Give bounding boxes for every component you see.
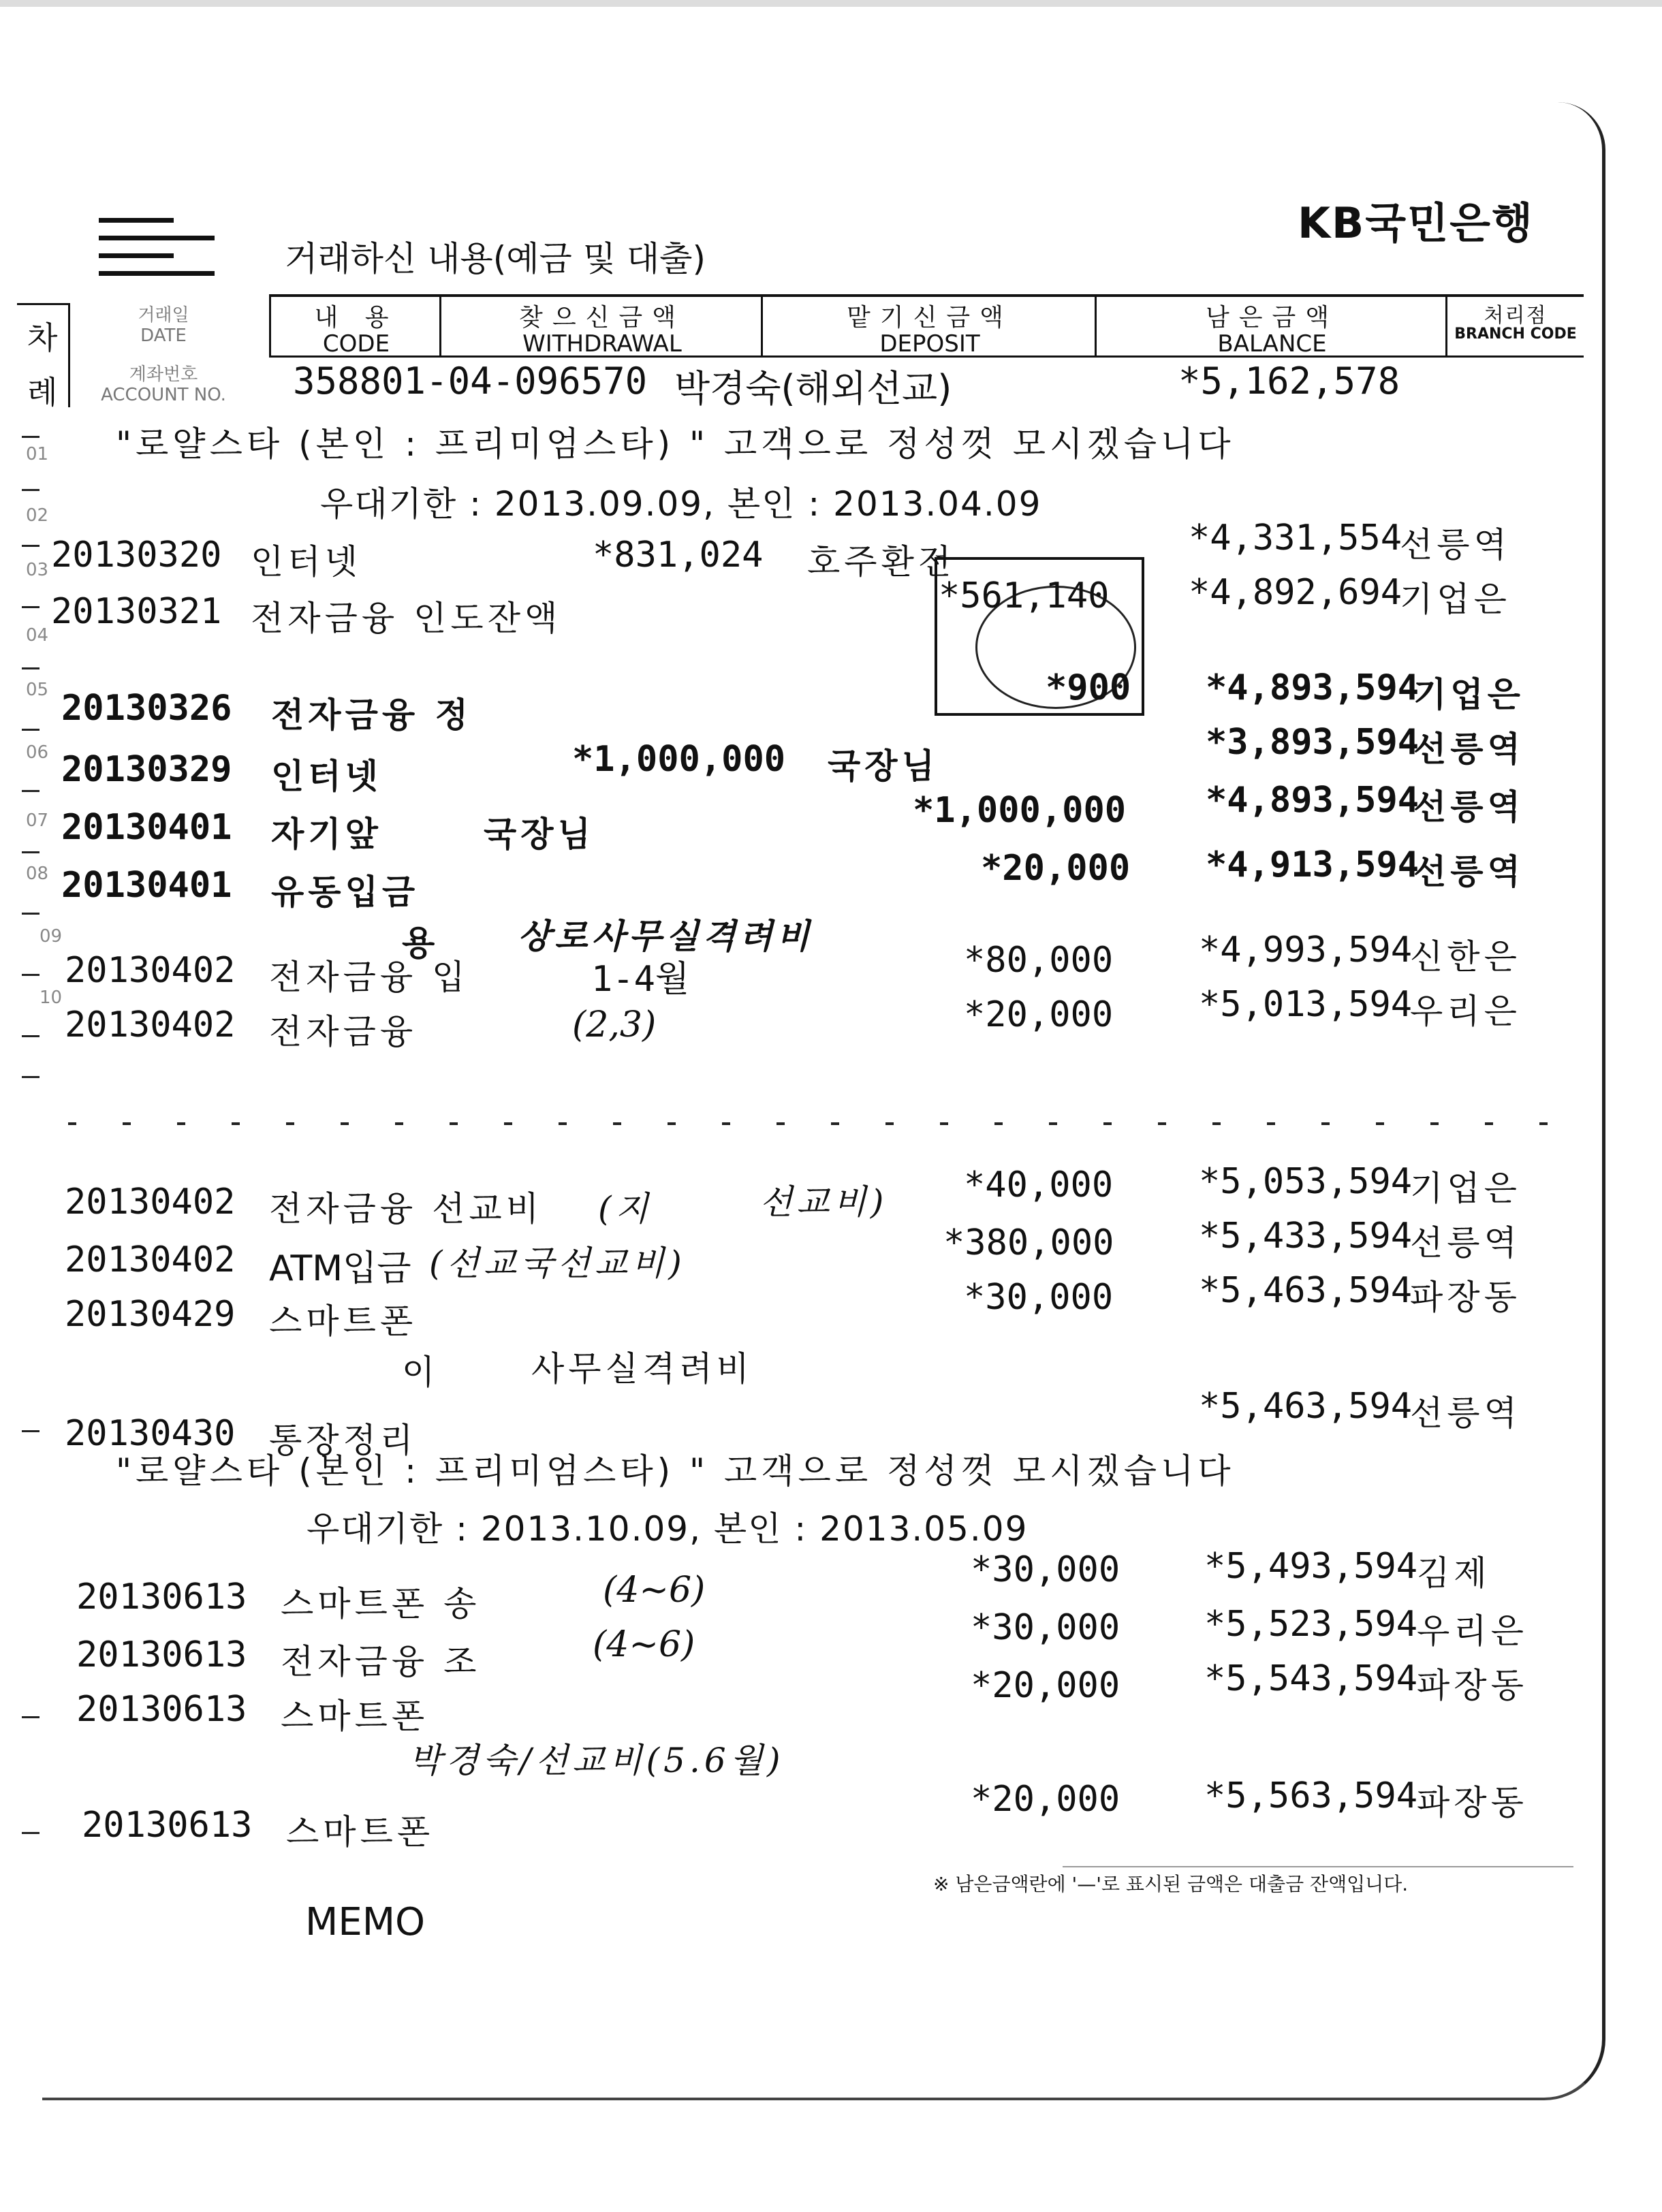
tx-deposit: *30,000 xyxy=(971,1607,1120,1648)
line-number: 09 xyxy=(40,926,63,947)
tx-date: 20130613 xyxy=(82,1805,253,1846)
label-cha: 차 xyxy=(27,319,58,356)
line-number: 10 xyxy=(40,988,63,1008)
notice-line: "로얄스타 (본인 : 프리미엄스타) " 고객으로 정성껏 모시겠습니다 xyxy=(116,424,1235,464)
annotation-prefix: 이 xyxy=(402,1353,439,1392)
annotation-text: 사무실격려비 xyxy=(531,1349,753,1389)
label-date: 거래일 DATE xyxy=(138,305,189,346)
tx-desc: 유동입금 xyxy=(271,872,420,912)
tx-date: 20130401 xyxy=(61,865,232,906)
line-number: 08 xyxy=(26,864,49,884)
notice-line: "로얄스타 (본인 : 프리미엄스타) " 고객으로 정성껏 모시겠습니다 xyxy=(116,1451,1235,1491)
tx-date: 20130613 xyxy=(76,1689,247,1730)
tx-branch: 우리은 xyxy=(1410,992,1521,1031)
annotation-handwritten: (지 xyxy=(598,1189,653,1229)
tx-branch: 기업은 xyxy=(1400,580,1511,619)
tx-withdrawal: *831,024 xyxy=(593,535,764,575)
tx-date: 20130402 xyxy=(65,1239,236,1280)
tx-balance: *5,563,594 xyxy=(1204,1775,1418,1816)
tx-memo: 국장님 xyxy=(828,746,939,786)
col-branch: 처리점 BRANCH CODE xyxy=(1445,297,1584,356)
bank-name: KB국민은행 xyxy=(1298,198,1534,248)
line-number: 03 xyxy=(26,560,49,580)
tx-balance: *5,053,594 xyxy=(1199,1161,1413,1202)
tx-desc: 인터넷 xyxy=(271,757,382,796)
col-code: 내 용 CODE xyxy=(269,297,441,356)
notice-date: 우대기한 : 2013.09.09, 본인 : 2013.04.09 xyxy=(320,484,1042,524)
statement-title: 거래하신 내용(예금 및 대출) xyxy=(285,239,706,279)
label-rye: 례 xyxy=(27,374,58,411)
memo-label: MEMO xyxy=(305,1900,426,1944)
tx-balance: *4,993,594 xyxy=(1199,930,1413,970)
tx-branch: 선릉역 xyxy=(1413,787,1524,827)
tx-date: 20130326 xyxy=(61,688,232,729)
tx-balance: *5,493,594 xyxy=(1204,1546,1418,1587)
tx-deposit: *30,000 xyxy=(964,1277,1114,1318)
tx-branch: 선릉역 xyxy=(1400,525,1511,565)
tx-desc: ATM입금 xyxy=(269,1248,411,1289)
tx-date: 20130329 xyxy=(61,749,232,790)
tx-memo: 선교비) xyxy=(759,1182,888,1222)
line-number: 05 xyxy=(26,680,49,700)
tx-desc: 스마트폰 xyxy=(269,1301,418,1341)
tx-balance: *5,013,594 xyxy=(1199,984,1413,1025)
label-account: 계좌번호 ACCOUNT NO. xyxy=(101,364,226,405)
tx-balance: *4,893,594 xyxy=(1206,780,1420,821)
tx-desc: 스마트폰 송 xyxy=(281,1584,481,1624)
tx-branch: 우리은 xyxy=(1417,1611,1528,1651)
tx-balance: *5,543,594 xyxy=(1204,1658,1418,1699)
tx-branch: 김제 xyxy=(1417,1553,1491,1593)
tx-date: 20130430 xyxy=(65,1413,236,1454)
tx-branch: 신한은 xyxy=(1410,937,1521,977)
tx-desc: 자기앞 xyxy=(271,815,382,854)
scan-edge xyxy=(0,0,1662,7)
tx-branch: 선릉역 xyxy=(1413,729,1524,769)
line-number: 02 xyxy=(26,505,49,526)
tx-balance: *5,523,594 xyxy=(1204,1604,1418,1645)
footnote: ※ 남은금액란에 '—'로 표시된 금액은 대출금 잔액입니다. xyxy=(933,1873,1409,1895)
line-number: 06 xyxy=(26,742,49,763)
tx-branch: 선릉역 xyxy=(1413,852,1524,891)
tx-date: 20130402 xyxy=(65,950,236,991)
account-holder: 박경숙(해외선교) xyxy=(674,367,952,410)
tx-memo: (4~6) xyxy=(603,1570,706,1611)
tx-branch: 파장동 xyxy=(1410,1278,1521,1317)
tx-branch: 선릉역 xyxy=(1410,1393,1521,1433)
tx-balance: *5,463,594 xyxy=(1199,1270,1413,1311)
col-withdrawal: 찾으신금액 WITHDRAWAL xyxy=(439,297,763,356)
tx-date: 20130429 xyxy=(65,1294,236,1335)
tx-date: 20130402 xyxy=(65,1005,236,1045)
tx-desc: 전자금융 조 xyxy=(281,1642,481,1681)
tx-memo: (선교국선교비) xyxy=(429,1244,686,1283)
column-header xyxy=(269,294,1584,358)
tx-balance: *4,892,694 xyxy=(1189,572,1402,613)
tx-date: 20130402 xyxy=(65,1182,236,1222)
tx-balance: *4,893,594 xyxy=(1206,667,1420,708)
tx-branch: 파장동 xyxy=(1417,1783,1528,1822)
tx-deposit: *561,140 xyxy=(939,575,1110,616)
tx-date: 20130613 xyxy=(76,1634,247,1675)
footer-rule xyxy=(1063,1866,1573,1867)
tx-memo: 호주환전 xyxy=(807,542,956,582)
tx-balance: *4,913,594 xyxy=(1206,844,1420,885)
tx-memo: 국장님 xyxy=(484,815,595,854)
tx-deposit: *900 xyxy=(1046,667,1131,708)
tx-deposit: *80,000 xyxy=(964,940,1114,981)
passbook-logo-icon xyxy=(99,218,215,293)
tx-memo: (2,3) xyxy=(572,1005,657,1045)
tx-date: 20130320 xyxy=(51,535,222,575)
tx-deposit: *1,000,000 xyxy=(913,790,1127,831)
line-number: 04 xyxy=(26,625,49,646)
tx-balance: *3,893,594 xyxy=(1206,722,1420,763)
tx-desc: 통장정리 xyxy=(269,1421,418,1460)
tx-balance: *4,331,554 xyxy=(1189,518,1402,558)
tx-branch: 선릉역 xyxy=(1410,1223,1521,1263)
tx-withdrawal: *1,000,000 xyxy=(572,739,786,780)
tx-desc: 전자금융 입 xyxy=(269,958,469,997)
line-number: 07 xyxy=(26,810,49,831)
line-number: 01 xyxy=(26,444,49,464)
tx-desc: 스마트폰 xyxy=(286,1812,435,1852)
tx-memo: (4~6) xyxy=(593,1624,695,1665)
tx-desc: 전자금융 인도잔액 xyxy=(251,599,562,638)
tx-branch: 기업은 xyxy=(1410,1169,1521,1208)
tx-deposit: *380,000 xyxy=(943,1222,1114,1263)
tx-branch: 기업은 xyxy=(1413,675,1524,714)
tx-desc: 스마트폰 xyxy=(281,1696,429,1736)
tx-desc: 전자금융 정 xyxy=(271,695,472,735)
account-number: 358801-04-096570 xyxy=(293,360,648,402)
col-deposit: 맡기신금액 DEPOSIT xyxy=(761,297,1097,356)
tx-deposit: *20,000 xyxy=(971,1779,1120,1820)
tx-deposit: *20,000 xyxy=(971,1665,1120,1706)
tx-memo: 1-4월 xyxy=(591,959,690,1000)
tx-balance: *5,433,594 xyxy=(1199,1216,1413,1257)
tx-desc: 전자금융 xyxy=(269,1012,418,1052)
tx-desc: 전자금융 선교비 xyxy=(269,1189,543,1229)
tx-date: 20130321 xyxy=(51,591,222,632)
tx-deposit: *20,000 xyxy=(964,994,1114,1035)
tx-date: 20130613 xyxy=(76,1577,247,1617)
annotation-prefix: 용 xyxy=(402,923,439,963)
annotation-handwritten: 박경숙/선교비(5.6월) xyxy=(409,1741,785,1780)
tx-balance: *5,463,594 xyxy=(1199,1386,1413,1427)
annotation-handwritten: 상로사무실격려비 xyxy=(518,916,814,956)
tx-desc: 인터넷 xyxy=(251,542,362,582)
notice-date: 우대기한 : 2013.10.09, 본인 : 2013.05.09 xyxy=(307,1509,1029,1549)
tx-deposit: *30,000 xyxy=(971,1549,1120,1590)
col-balance: 남은금액 BALANCE xyxy=(1095,297,1447,356)
tx-deposit: *20,000 xyxy=(981,848,1131,889)
account-balance: *5,162,578 xyxy=(1178,360,1400,402)
tx-deposit: *40,000 xyxy=(964,1165,1114,1205)
tx-branch: 파장동 xyxy=(1417,1666,1528,1705)
perforation-line xyxy=(68,1122,1553,1125)
tx-date: 20130401 xyxy=(61,807,232,848)
